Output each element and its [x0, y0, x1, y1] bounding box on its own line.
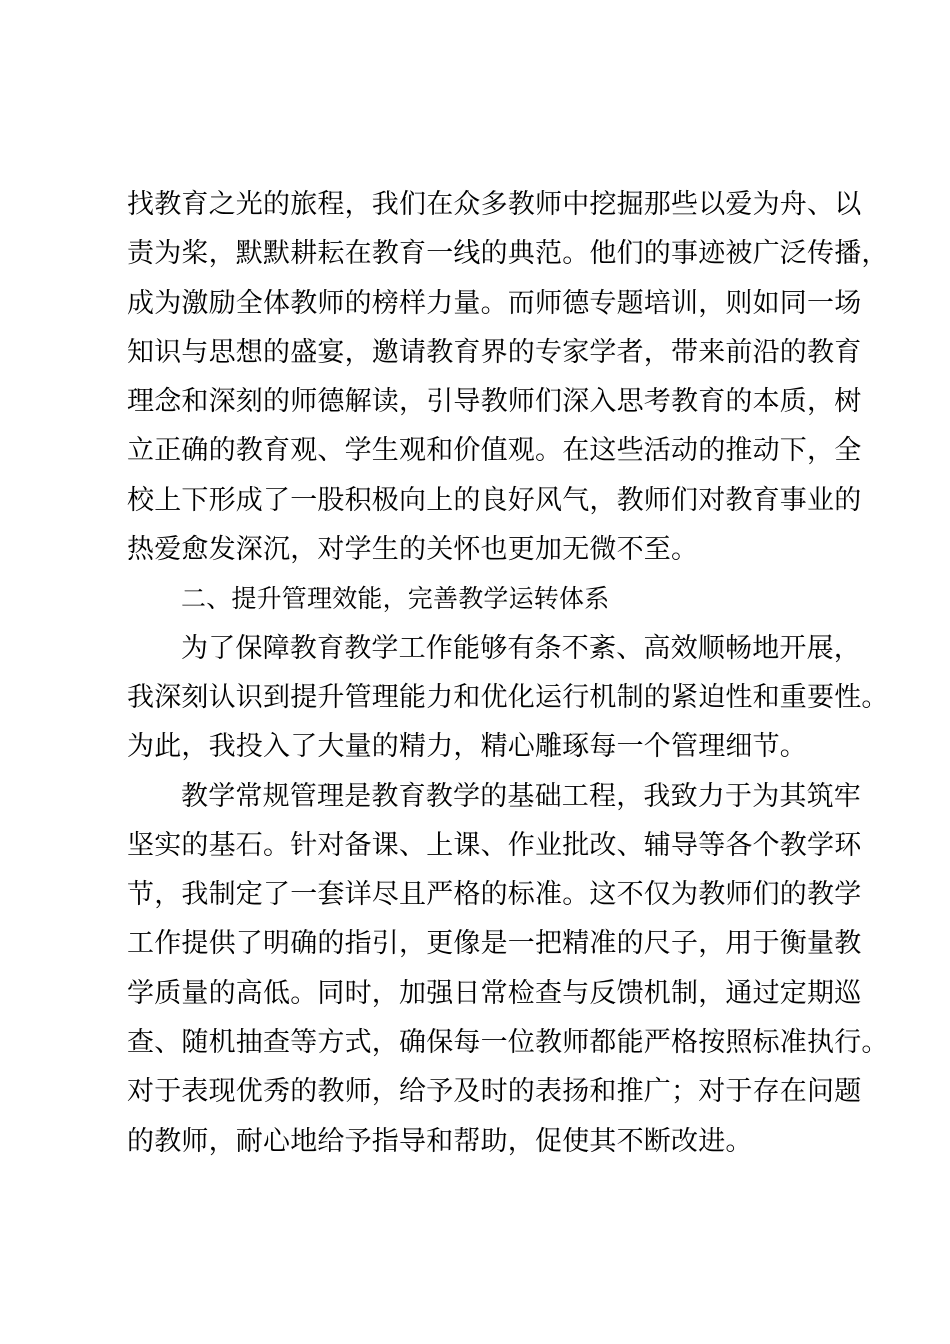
text-line: 知识与思想的盛宴，邀请教育界的专家学者，带来前沿的教育 — [127, 336, 862, 368]
text-line: 热爱愈发深沉，对学生的关怀也更加无微不至。 — [127, 534, 699, 566]
paragraph-routine-management — [127, 772, 889, 1166]
paragraph-teacher-ethics — [127, 180, 889, 574]
text-line: 查、随机抽查等方式，确保每一位教师都能严格按照标准执行。 — [127, 1027, 889, 1059]
text-line: 坚实的基石。针对备课、上课、作业批改、辅导等各个教学环 — [127, 829, 862, 861]
text-line: 立正确的教育观、学生观和价值观。在这些活动的推动下，全 — [127, 435, 862, 467]
text-line: 校上下形成了一股积极向上的良好风气，教师们对教育事业的 — [127, 484, 862, 516]
text-line: 为了保障教育教学工作能够有条不紊、高效顺畅地开展， — [181, 632, 861, 664]
text-line: 的教师，耐心地给予指导和帮助，促使其不断改进。 — [127, 1125, 753, 1157]
text-line: 为此，我投入了大量的精力，精心雕琢每一个管理细节。 — [127, 731, 807, 763]
section-heading — [127, 574, 835, 623]
paragraph-management-intro — [127, 624, 889, 772]
section-heading-text: 二、提升管理效能，完善教学运转体系 — [181, 584, 610, 614]
document-body — [127, 180, 889, 1166]
text-line: 节，我制定了一套详尽且严格的标准。这不仅为教师们的教学 — [127, 879, 862, 911]
text-line: 成为激励全体教师的榜样力量。而师德专题培训，则如同一场 — [127, 287, 862, 319]
text-line: 学质量的高低。同时，加强日常检查与反馈机制，通过定期巡 — [127, 977, 862, 1009]
text-line: 找教育之光的旅程，我们在众多教师中挖掘那些以爱为舟、以 — [127, 189, 862, 220]
text-line: 对于表现优秀的教师，给予及时的表扬和推广；对于存在问题 — [127, 1076, 862, 1108]
text-line: 工作提供了明确的指引，更像是一把精准的尺子，用于衡量教 — [127, 928, 862, 960]
text-line: 理念和深刻的师德解读，引导教师们深入思考教育的本质，树 — [127, 386, 862, 418]
text-line: 教学常规管理是教育教学的基础工程，我致力于为其筑牢 — [181, 780, 861, 812]
text-line: 我深刻认识到提升管理能力和优化运行机制的紧迫性和重要性。 — [127, 681, 889, 713]
text-line: 责为桨，默默耕耘在教育一线的典范。他们的事迹被广泛传播， — [127, 238, 889, 270]
